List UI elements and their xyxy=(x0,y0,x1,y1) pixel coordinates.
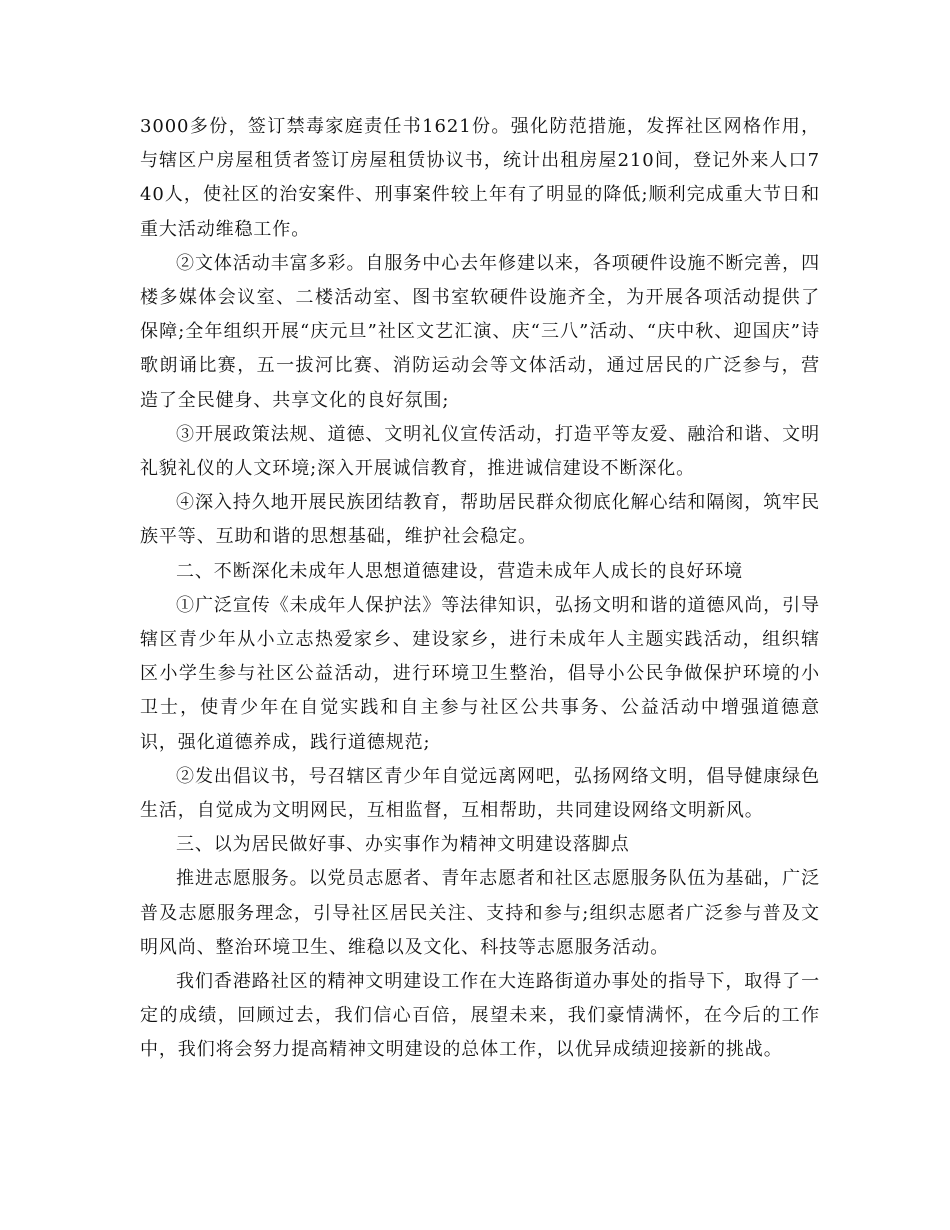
paragraph-4: ④深入持久地开展民族团结教育，帮助居民群众彻底化解心结和隔阂，筑牢民族平等、互助和谐的思想基础，维护社会稳定。 xyxy=(140,492,820,548)
document-page xyxy=(140,110,820,1068)
paragraph-10: 我们香港路社区的精神文明建设工作在大连路街道办事处的指导下，取得了一定的成绩，回顾过去，我们信心百倍，展望未来，我们豪情满怀，在今后的工作中，我们将会努力提高精神文明建设的总体工作，以优异成绩迎接新的挑战。 xyxy=(140,971,820,1061)
paragraph-9: 推进志愿服务。以党员志愿者、青年志愿者和社区志愿服务队伍为基础，广泛普及志愿服务理念，引导社区居民关注、支持和参与;组织志愿者广泛参与普及文明风尚、整治环境卫生、维稳以及文化、科技等志愿服务活动。 xyxy=(140,868,820,958)
paragraph-1: 3000多份，签订禁毒家庭责任书1621份。强化防范措施，发挥社区网格作用，与辖区户房屋租赁者签订房屋租赁协议书，统计出租房屋210间，登记外来人口740人，使社区的治安案件、刑事案件较上年有了明显的降低;顺利完成重大节日和重大活动维稳工作。 xyxy=(140,116,820,240)
paragraph-6: ①广泛宣传《未成年人保护法》等法律知识，弘扬文明和谐的道德风尚，引导辖区青少年从小立志热爱家乡、建设家乡，进行未成年人主题实践活动，组织辖区小学生参与社区公益活动，进行环境卫生整治，倡导小公民争做保护环境的小卫士，使青少年在自觉实践和自主参与社区公共事务、公益活动中增强道德意识，强化道德养成，践行道德规范; xyxy=(140,594,820,753)
section-heading-2: 二、不断深化未成年人思想道德建设，营造未成年人成长的良好环境 xyxy=(176,560,743,582)
paragraph-7: ②发出倡议书，号召辖区青少年自觉远离网吧，弘扬网络文明，倡导健康绿色生活，自觉成为文明网民，互相监督，互相帮助，共同建设网络文明新风。 xyxy=(140,765,820,822)
section-heading-3: 三、以为居民做好事、办实事作为精神文明建设落脚点 xyxy=(176,834,630,856)
paragraph-3: ③开展政策法规、道德、文明礼仪宣传活动，打造平等友爱、融洽和谐、文明礼貌礼仪的人文环境;深入开展诚信教育，推进诚信建设不断深化。 xyxy=(140,423,820,480)
paragraph-2: ②文体活动丰富多彩。自服务中心去年修建以来，各项硬件设施不断完善，四楼多媒体会议室、二楼活动室、图书室软硬件设施齐全，为开展各项活动提供了保障;全年组织开展“庆元旦”社区文艺汇演、庆“三八”活动、“庆中秋、迎国庆”诗歌朗诵比赛，五一拔河比赛、消防运动会等文体活动，通过居民的广泛参与，营造了全民健身、共享文化的良好氛围; xyxy=(140,252,820,411)
